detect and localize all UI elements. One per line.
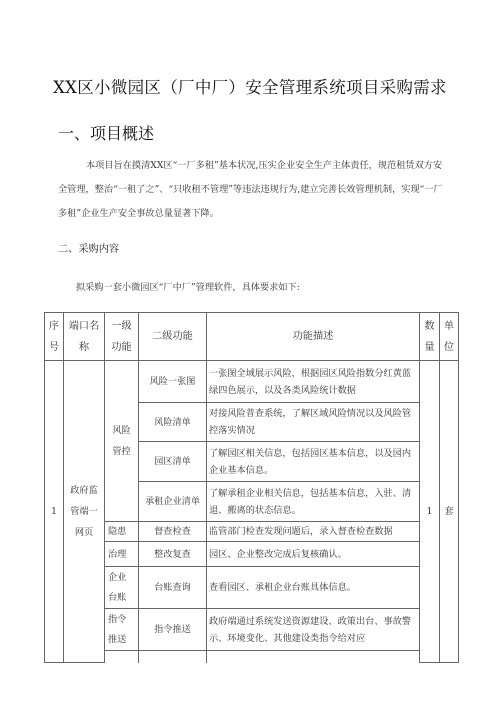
table-row-continued	[45, 651, 459, 663]
header-qty: 数量	[420, 313, 440, 361]
cell-empty	[139, 651, 207, 663]
cell-level2: 园区清单	[139, 442, 207, 482]
table-header-row	[45, 313, 459, 361]
header-unit: 单位	[440, 313, 459, 361]
header-desc: 功能描述	[207, 313, 420, 361]
table-row	[45, 542, 459, 567]
header-level1: 一级功能	[105, 313, 139, 361]
procurement-intro: 拟采购一套小微园区“厂中厂”管理软件，具体要求如下:	[76, 282, 300, 293]
table-row	[45, 522, 459, 542]
cell-terminal: 政府监管端一网页	[64, 361, 105, 663]
cell-empty	[207, 651, 420, 663]
cell-level2: 指令推送	[139, 609, 207, 651]
cell-group-hazard: 隐患	[105, 522, 139, 542]
table-row	[45, 361, 459, 403]
cell-qty: 1	[420, 361, 440, 663]
cell-seq: 1	[45, 361, 64, 663]
cell-desc: 查看园区、承租企业台账具体信息。	[207, 567, 420, 609]
cell-group-command: 指令推送	[105, 609, 139, 651]
cell-desc: 一张图全域展示风险，根据园区风险指数分红黄蓝绿四色展示，以及各类风险统计数据	[207, 361, 420, 403]
cell-desc: 对接风险普查系统，了解区域风险情况以及风险管控落实情况	[207, 403, 420, 442]
cell-group-risk: 风险管控	[105, 361, 139, 522]
header-terminal: 端口名称	[64, 313, 105, 361]
cell-level2: 风险一张图	[139, 361, 207, 403]
requirements-table	[44, 312, 459, 663]
cell-desc: 政府端通过系统发送资源建设、政策出台、事故警示、环境变化、其他建设类指令给对应	[207, 609, 420, 651]
cell-level2: 承租企业清单	[139, 482, 207, 522]
cell-empty	[105, 651, 139, 663]
cell-level2: 整改复查	[139, 542, 207, 567]
cell-unit: 套	[440, 361, 459, 663]
cell-level2: 督查检查	[139, 522, 207, 542]
table-row	[45, 567, 459, 609]
overview-paragraph: 本项目旨在摸清XX区“一厂多租”基本状况,压实企业安全生产主体责任，规范租赁双方安全管理，整治“一租了之”、“只收租不管理”等违法违规行为,建立完善长效管理机制，实现“一厂多租”企业生产安全事故总量显著下降。	[58, 160, 443, 219]
cell-level2: 风险清单	[139, 403, 207, 442]
cell-group-ledger: 企业台账	[105, 567, 139, 609]
section-heading-overview: 一、项目概述	[58, 124, 155, 143]
section-heading-procurement: 二、采购内容	[58, 244, 120, 255]
cell-desc: 了解承租企业相关信息，包括基本信息，入驻、清退、搬离的状态信息。	[207, 482, 420, 522]
table-row	[45, 609, 459, 651]
cell-desc: 园区、企业整改完成后复核确认。	[207, 542, 420, 567]
cell-group-hazard: 治理	[105, 542, 139, 567]
header-seq: 序号	[45, 313, 64, 361]
header-level2: 二级功能	[139, 313, 207, 361]
cell-desc: 监管部门检查发现问题后，录入督查检查数据	[207, 522, 420, 542]
document-title: XX区小微园区（厂中厂）安全管理系统项目采购需求	[53, 78, 447, 97]
cell-level2: 台账查询	[139, 567, 207, 609]
cell-desc: 了解园区相关信息，包括园区基本信息，以及园内企业基本信息。	[207, 442, 420, 482]
